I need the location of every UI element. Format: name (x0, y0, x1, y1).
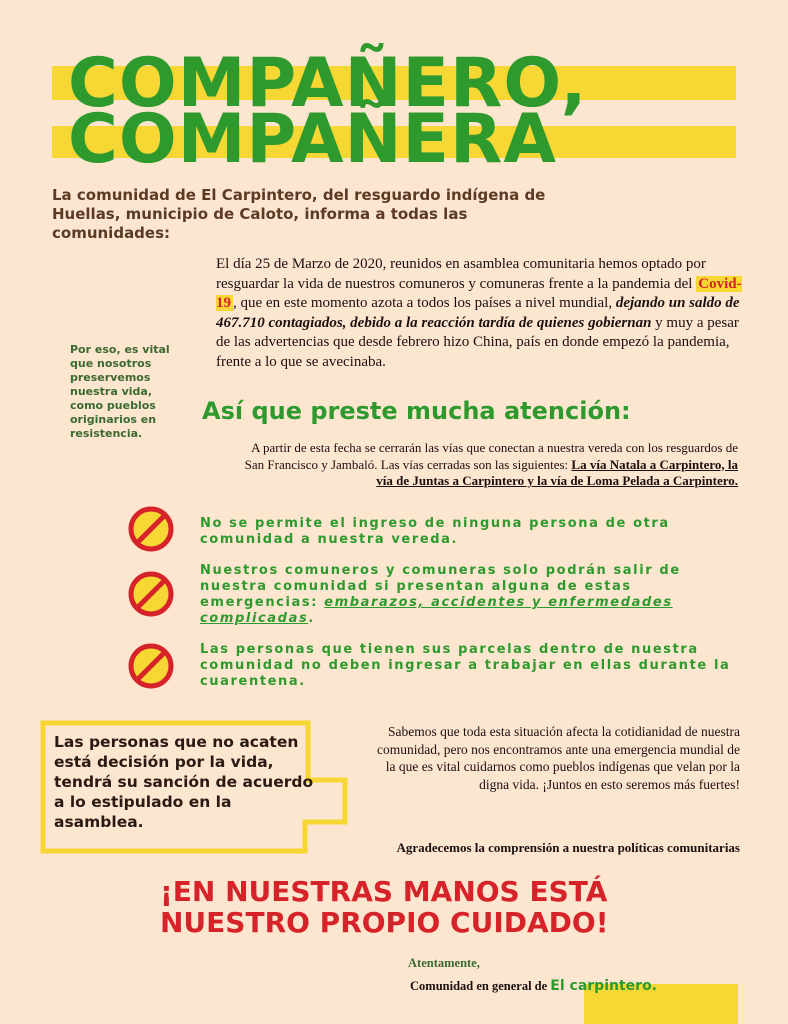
signature-community (410, 978, 657, 994)
closed-roads-list: La vía Natala a Carpintero, la vía de Juntas a Carpintero y la vía de Loma Pelada a Carpintero. (376, 456, 738, 488)
paragraph-text: , que en este momento azota a todos los países a nivel mundial, (233, 295, 616, 311)
thanks-text: Agradecemos la comprensión a nuestra políticas comunitarias (396, 840, 740, 855)
road-closures-text (230, 440, 738, 490)
intro-text: La comunidad de El Carpintero, del resguardo indígena de Huellas, municipio de Caloto, informa a todas las comunidades: (52, 186, 546, 242)
warning-box (40, 720, 350, 854)
page-title-line-1: COMPAÑERO, (68, 44, 588, 123)
solidarity-paragraph: Sabemos que toda esta situación afecta la cotidianidad de nuestra comunidad, pero nos encontramos ante una emergencia mundial de la que es vital cuidarnos como pueblos indígenas que velan por la digna vida. ¡Juntos en esto seremos más fuertes! (376, 724, 740, 792)
page-title-line-2: COMPAÑERA (68, 100, 557, 179)
rule-text: Nuestros comuneros y comuneras solo podrán salir de nuestra comunidad si presentan alguna de estas emergencias: (200, 563, 681, 610)
slogan: ¡EN NUESTRAS MANOS ESTÁ NUESTRO PROPIO CUIDADO! (160, 875, 609, 939)
paragraph-text: y muy a pesar de las advertencias que desde febrero hizo China, país en donde empezó la pandemia, frente a lo que se avecinaba. (216, 314, 739, 370)
paragraph-text: El día 25 de Marzo de 2020, reunidos en asamblea comunitaria hemos optado por resguardar la vida de nuestros comuneros y comuneras frente a la pandemia del (216, 256, 706, 292)
title-line-2 (0, 100, 788, 180)
signature-closing: Atentamente, (408, 956, 480, 970)
prohibited-icon (127, 505, 175, 553)
attention-heading: Así que preste mucha atención: (202, 397, 631, 425)
community-name: El carpintero. (550, 978, 657, 994)
roads-intro: A partir de esta fecha se cerrarán las vías que conectan a nuestra vereda con los resguardos de San Francisco y Jambaló. Las vías cerradas son las siguientes: (244, 440, 738, 472)
paragraph-emphasis: dejando un saldo de 467.710 contagiados, debido a la reacción tardía de quienes gobiernan (216, 295, 740, 331)
sidebar-note: Por eso, es vital que nosotros preservemos nuestra vida, como pueblos originarios en resistencia. (70, 343, 170, 440)
signature-prefix: Comunidad en general de (410, 979, 551, 993)
rule-item: No se permite el ingreso de ninguna persona de otra comunidad a nuestra vereda. (200, 516, 670, 547)
covid-highlight: Covid-19 (216, 275, 742, 311)
rule-item (200, 563, 740, 627)
warning-text: Las personas que no acaten está decisión por la vida, tendrá su sanción de acuerdo a lo estipulado en la asamblea. (54, 733, 314, 831)
prohibited-icon (127, 570, 175, 618)
rule-end: . (308, 611, 315, 626)
announcement-paragraph (216, 255, 746, 372)
rule-emphasis: embarazos, accidentes y enfermedades complicadas (200, 595, 673, 626)
rule-item: Las personas que tienen sus parcelas dentro de nuestra comunidad no deben ingresar a trabajar en ellas durante la cuarentena. (200, 642, 731, 689)
prohibited-icon (127, 642, 175, 690)
